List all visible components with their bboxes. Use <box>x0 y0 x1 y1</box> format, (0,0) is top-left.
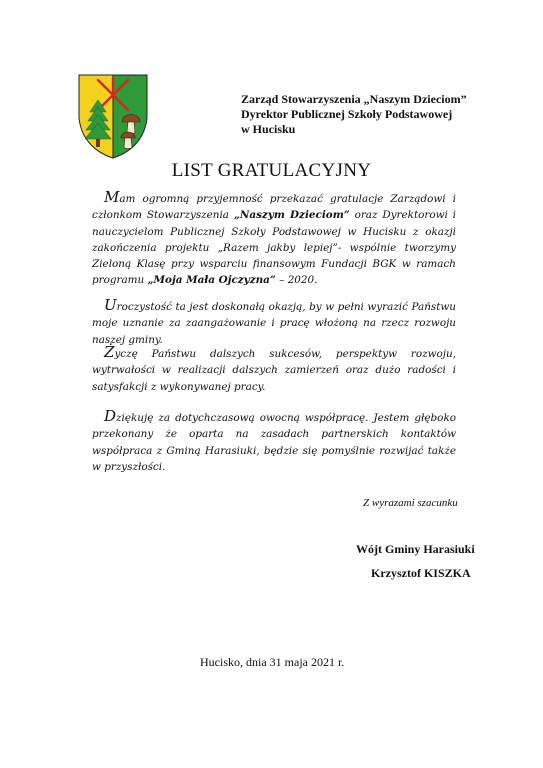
paragraph-3 <box>92 344 456 395</box>
place-date: Hucisko, dnia 31 maja 2021 r. <box>200 655 345 669</box>
paragraph-text: yczę Państwu dalszych sukcesów, perspektyw rozwoju, wytrwałości w realizacji dalszych zamierzeń oraz dużo radości i satysfakcji z wykonywanej pracy. <box>92 348 456 393</box>
closing-phrase: Z wyrazami szacunku <box>363 497 458 509</box>
paragraph-4 <box>92 408 456 475</box>
paragraph-text: am ogromną przyjemność przekazać gratulacje Zarządowi i członkom Stowarzyszenia <box>92 193 456 222</box>
coat-of-arms-icon <box>76 72 150 162</box>
addressee-line: Dyrektor Publicznej Szkoły Podstawowej <box>241 107 453 121</box>
addressee-block <box>241 92 467 137</box>
signature-name: Krzysztof KISZKA <box>371 566 471 580</box>
letter-title: LIST GRATULACYJNY <box>171 160 372 181</box>
paragraph-text: – 2020. <box>275 274 318 287</box>
addressee-line: Zarząd Stowarzyszenia „Naszym Dzieciom” <box>241 92 467 106</box>
association-name: „Naszym Dzieciom” <box>233 209 350 222</box>
paragraph-text: oraz Dyrektorowi i nauczycielom Publicznej Szkoły Podstawowej w Hucisku z okazji zakończenia projektu „Razem jakby lepiej”- wspólnie tworzymy Zieloną Klasę przy wsparciu finansowym Fundacji BGK w ramach programu <box>92 209 456 287</box>
paragraph-initial: U <box>104 296 117 314</box>
paragraph-initial: D <box>104 407 117 425</box>
paragraph-1 <box>92 189 456 289</box>
paragraph-text: roczystość ta jest doskonałą okazją, by w pełni wyrazić Państwu moje uznanie za zaangażowanie i pracę włożoną na rzecz rozwoju naszej gminy. <box>92 301 456 346</box>
paragraph-initial: M <box>104 188 120 206</box>
addressee-line: w Hucisku <box>241 122 296 136</box>
signature-title: Wójt Gminy Harasiuki <box>356 542 475 556</box>
program-name: „Moja Mała Ojczyzna” <box>147 274 276 287</box>
paragraph-initial: Ż <box>104 343 115 361</box>
paragraph-2 <box>92 297 456 348</box>
paragraph-text: ziękuję za dotychczasową owocną współpracę. Jestem głęboko przekonany że oparta na zasadach partnerskich kontaktów współpraca z Gminą Harasiuki, będzie się pomyślnie rozwijać także w przyszłości. <box>92 412 456 473</box>
